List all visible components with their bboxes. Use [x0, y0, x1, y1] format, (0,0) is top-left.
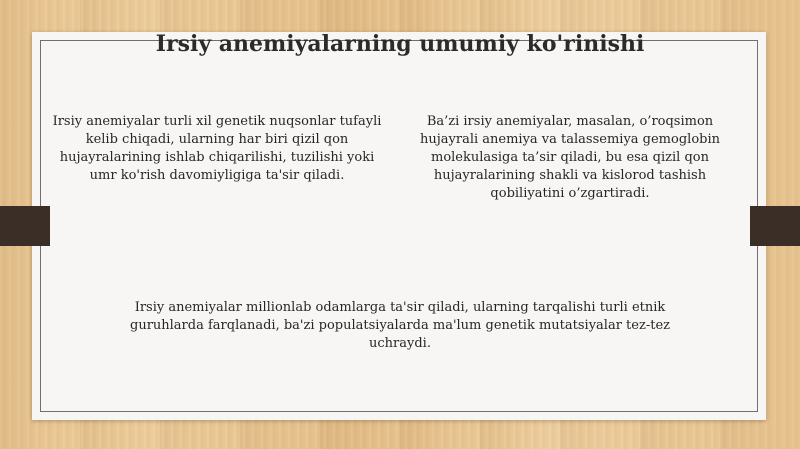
paragraph-bottom: Irsiy anemiyalar millionlab odamlarga ta'sir qiladi, ularning tarqalishi turli etnik guruhlarda farqlanadi, ba'zi populatsiyalarda ma'lum genetik mutatsiyalar tez-tez uchraydi.	[130, 300, 670, 351]
paragraph-right: Ba’zi irsiy anemiyalar, masalan, o’roqsimon hujayrali anemiya va talassemiya gemoglobin molekulasiga ta’sir qiladi, bu esa qizil qon hujayralarining shakli va kislorod tashish qobiliyatini o’zgartiradi.	[420, 114, 720, 201]
paragraph-left: Irsiy anemiyalar turli xil genetik nuqsonlar tufayli kelib chiqadi, ularning har biri qizil qon hujayralarining ishlab chiqarilishi, tuzilishi yoki umr ko'rish davomiyligiga ta'sir qiladi.	[52, 114, 382, 183]
slide-card	[32, 32, 766, 420]
slide-inner-frame	[40, 40, 758, 412]
right-edge-tab	[750, 206, 800, 246]
slide-title: Irsiy anemiyalarning umumiy ko'rinishi	[155, 31, 645, 57]
left-edge-tab	[0, 206, 50, 246]
